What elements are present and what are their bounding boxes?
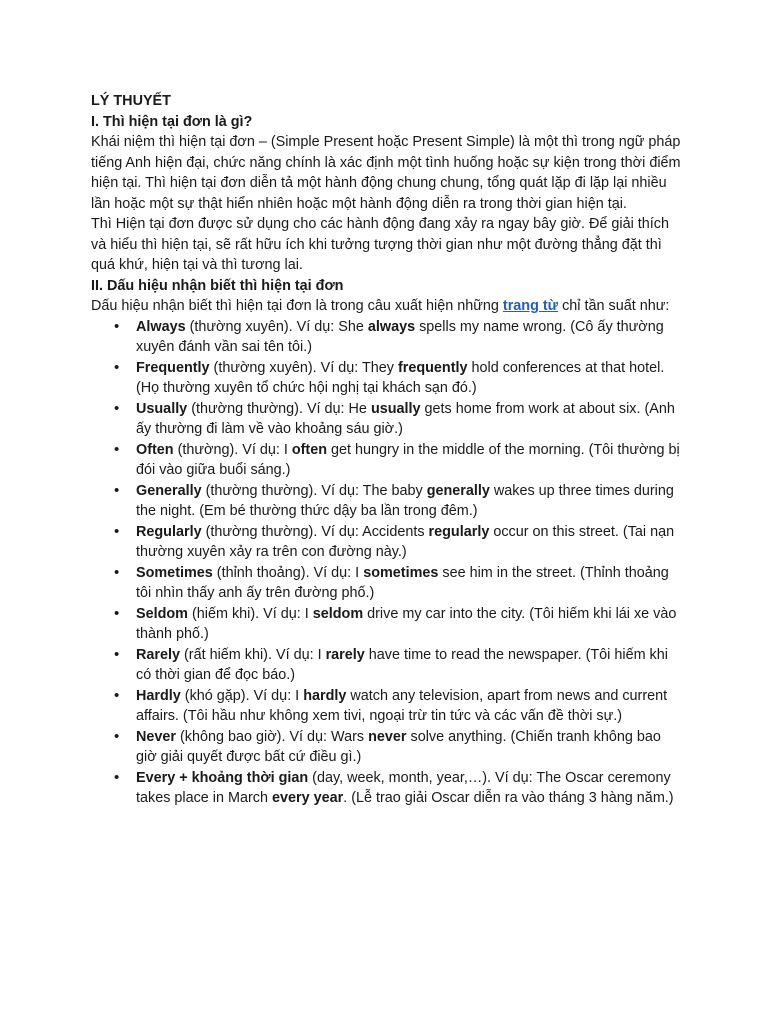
- example-keyword: always: [367, 318, 416, 335]
- adverb-term: Regularly: [136, 523, 202, 540]
- list-item: [91, 317, 683, 358]
- example-keyword: generally: [426, 482, 490, 499]
- list-item: [91, 522, 683, 563]
- list-item: [91, 481, 683, 522]
- example-rest: wakes up three times during the night. (Em bé thường thức dậy ba lần trong đêm.): [136, 482, 674, 519]
- section-1-paragraph-1: Khái niệm thì hiện tại đơn – (Simple Present hoặc Present Simple) là một thì trong ngữ pháp tiếng Anh hiện đại, chức năng chính là xác định một tình huống hoặc sự kiện trong thời điểm hiện tại. Thì hiện tại đơn diễn tả một hành động chung chung, tổng quát lặp đi lặp lại nhiều lần hoặc một sự thật hiển nhiên hoặc một hành động diễn ra trong thời gian hiện tại.: [91, 134, 681, 212]
- list-item: [91, 399, 683, 440]
- list-item: [91, 604, 683, 645]
- example-rest: hold conferences at that hotel. (Họ thường xuyên tổ chức hội nghị tại khách sạn đó.): [136, 359, 665, 396]
- adverb-term: Never: [136, 728, 177, 745]
- document-content: [91, 91, 683, 809]
- example-keyword: seldom: [312, 605, 364, 622]
- list-item: [91, 358, 683, 399]
- adverb-term: Often: [136, 441, 174, 458]
- intro-text-before: Dấu hiệu nhận biết thì hiện tại đơn là trong câu xuất hiện những: [91, 298, 503, 314]
- adverb-gloss: (rất hiếm khi). Ví dụ: I: [180, 646, 326, 663]
- adverb-gloss: (hiếm khi). Ví dụ: I: [187, 605, 313, 622]
- example-keyword: regularly: [428, 523, 490, 540]
- example-keyword: rarely: [325, 646, 365, 663]
- adverb-gloss: (thường thường). Ví dụ: The baby: [201, 482, 427, 499]
- list-item: [91, 686, 683, 727]
- list-item: [91, 645, 683, 686]
- adverb-gloss: (thường xuyên). Ví dụ: They: [209, 359, 398, 376]
- example-keyword: every year: [271, 790, 344, 806]
- list-item: [91, 440, 683, 481]
- section-1-paragraph-2: Thì Hiện tại đơn được sử dụng cho các hành động đang xảy ra ngay bây giờ. Để giải thích và hiểu thì hiện tại, sẽ rất hữu ích khi tưởng tượng thời gian như một đường thẳng đặt thì quá khứ, hiện tại và thì tương lai.: [91, 216, 669, 273]
- example-rest: see him in the street. (Thỉnh thoảng tôi nhìn thấy anh ấy trên đường phố.): [136, 564, 669, 601]
- adverb-link[interactable]: trang từ: [502, 298, 559, 314]
- example-rest: solve anything. (Chiến tranh không bao giờ giải quyết được bất cứ điều gì.): [136, 728, 661, 765]
- example-keyword: hardly: [303, 687, 347, 704]
- example-rest: drive my car into the city. (Tôi hiếm khi lái xe vào thành phố.): [136, 605, 677, 642]
- intro-text-after: chỉ tần suất như:: [558, 298, 670, 314]
- adverb-gloss: (thường thường). Ví dụ: He: [187, 400, 371, 417]
- adverb-gloss: (thường). Ví dụ: I: [173, 441, 292, 458]
- adverb-gloss: (day, week, month, year,…). Ví dụ: The Oscar ceremony takes place in March: [136, 769, 671, 806]
- example-keyword: usually: [370, 400, 421, 417]
- example-rest: watch any television, apart from news and current affairs. (Tôi hầu như không xem tivi, ngoại trừ tin tức và các vấn đề thời sự.): [136, 687, 668, 724]
- adverb-gloss: (thường xuyên). Ví dụ: She: [185, 318, 368, 335]
- adverb-gloss: (khó gặp). Ví dụ: I: [180, 687, 304, 704]
- example-keyword: never: [368, 728, 407, 745]
- list-item: [91, 727, 683, 768]
- adverb-term: Hardly: [136, 687, 181, 704]
- document-heading: LÝ THUYẾT: [91, 93, 171, 109]
- section-2-intro: [91, 296, 683, 317]
- adverb-term: Every + khoảng thời gian: [136, 769, 309, 786]
- adverb-term: Always: [136, 318, 186, 335]
- example-rest: get hungry in the middle of the morning. (Tôi thường bị đói vào giữa buổi sáng.): [136, 441, 680, 478]
- example-rest: occur on this street. (Tai nạn thường xuyên xảy ra trên con đường này.): [136, 523, 675, 560]
- adverb-term: Sometimes: [136, 564, 213, 581]
- adverb-term: Seldom: [136, 605, 188, 622]
- adverb-term: Generally: [136, 482, 202, 499]
- adverb-gloss: (thường thường). Ví dụ: Accidents: [201, 523, 429, 540]
- section-1-title: I. Thì hiện tại đơn là gì?: [91, 113, 253, 130]
- adverb-gloss: (thỉnh thoảng). Ví dụ: I: [212, 564, 364, 581]
- adverb-term: Frequently: [136, 359, 210, 376]
- adverb-term: Rarely: [136, 646, 181, 663]
- adverb-gloss: (không bao giờ). Ví dụ: Wars: [176, 728, 369, 745]
- example-keyword: often: [291, 441, 328, 458]
- example-rest: spells my name wrong. (Cô ấy thường xuyên đánh vần sai tên tôi.): [136, 318, 664, 355]
- list-item: [91, 768, 683, 809]
- example-rest: . (Lễ trao giải Oscar diễn ra vào tháng 3 hàng năm.): [343, 790, 674, 806]
- example-rest: gets home from work at about six. (Anh ấy thường đi làm về vào khoảng sáu giờ.): [136, 400, 675, 437]
- example-keyword: frequently: [397, 359, 468, 376]
- list-item: [91, 563, 683, 604]
- adverb-term: Usually: [136, 400, 188, 417]
- frequency-adverb-list: [91, 317, 683, 809]
- section-2-title: II. Dấu hiệu nhận biết thì hiện tại đơn: [91, 277, 344, 294]
- example-keyword: sometimes: [363, 564, 439, 581]
- example-rest: have time to read the newspaper. (Tôi hiếm khi có thời gian để đọc báo.): [136, 646, 668, 683]
